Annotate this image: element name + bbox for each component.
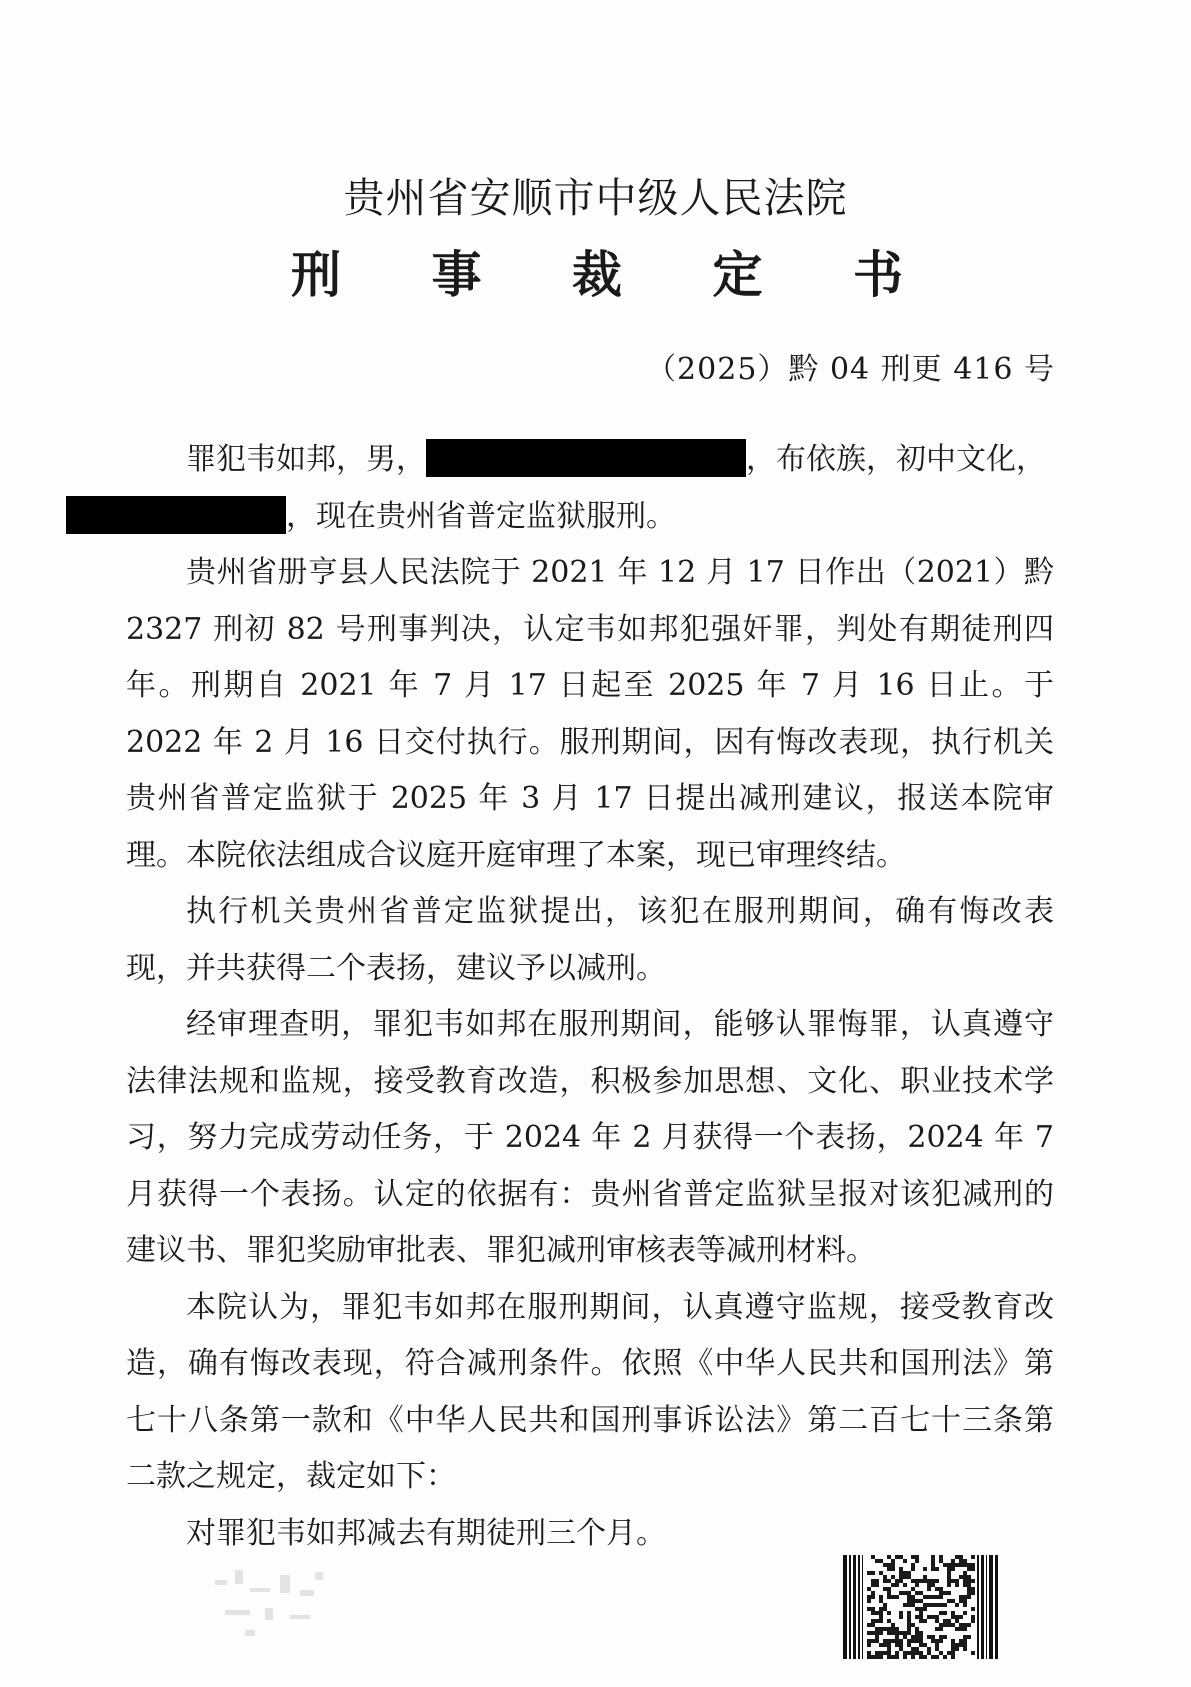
title-char: 事 xyxy=(431,246,482,304)
offender-intro-text: 罪犯韦如邦，男， xyxy=(186,442,426,477)
offender-location-text: ，现在贵州省普定监狱服刑。 xyxy=(286,498,676,534)
paragraph-original-judgment: 贵州省册亨县人民法院于 2021 年 12 月 17 日作出（2021）黔 2327 刑初 82 号刑事判决，认定韦如邦犯强奸罪，判处有期徒刑四年。刑期自 2021 年 7 月 17 日起至 2025 年 7 月 16 日止。于 2022 年 2 月 16 日交付执行。服刑期间，因有悔改表现，执行机关贵州省普定监狱于 2025 年 3 月 17 日提出减刑建议，报送本院审理。本院依法组成合议庭开庭审理了本案，现已审理终结。 xyxy=(126,555,1054,873)
title-char: 定 xyxy=(712,246,763,304)
title-char: 书 xyxy=(853,246,903,304)
paragraph-ruling: 对罪犯韦如邦减去有期徒刑三个月。 xyxy=(186,1515,666,1551)
title-char: 裁 xyxy=(572,246,622,304)
faint-seal-mark xyxy=(205,1560,355,1650)
offender-ethnicity-text: ，布依族，初中文化， xyxy=(746,442,1046,477)
qr-barcode xyxy=(843,1555,999,1659)
title-char: 刑 xyxy=(291,246,341,304)
redaction-block xyxy=(66,496,286,534)
paragraph-offender-info xyxy=(126,432,1054,545)
paragraph-findings: 经审理查明，罪犯韦如邦在服刑期间，能够认罪悔罪，认真遵守法律法规和监规，接受教育改造，积极参加思想、文化、职业技术学习，努力完成劳动任务，于 2024 年 2 月获得一个表扬，2024 年 7 月获得一个表扬。认定的依据有：贵州省普定监狱呈报对该犯减刑的建议书、罪犯奖励审批表、罪犯减刑审核表等减刑材料。 xyxy=(126,1007,1054,1268)
document-title xyxy=(291,240,903,302)
document-body xyxy=(126,432,1054,1562)
court-name: 贵州省安顺市中级人民法院 xyxy=(343,174,848,222)
paragraph-prison-proposal: 执行机关贵州省普定监狱提出，该犯在服刑期间，确有悔改表现，并共获得二个表扬，建议予以减刑。 xyxy=(126,894,1054,986)
case-number: （2025）黔 04 刑更 416 号 xyxy=(646,352,1055,387)
redaction-block xyxy=(426,439,746,477)
paragraph-court-opinion: 本院认为，罪犯韦如邦在服刑期间，认真遵守监规，接受教育改造，确有悔改表现，符合减刑条件。依照《中华人民共和国刑法》第七十八条第一款和《中华人民共和国刑事诉讼法》第二百七十三条第二款之规定，裁定如下： xyxy=(126,1289,1054,1494)
